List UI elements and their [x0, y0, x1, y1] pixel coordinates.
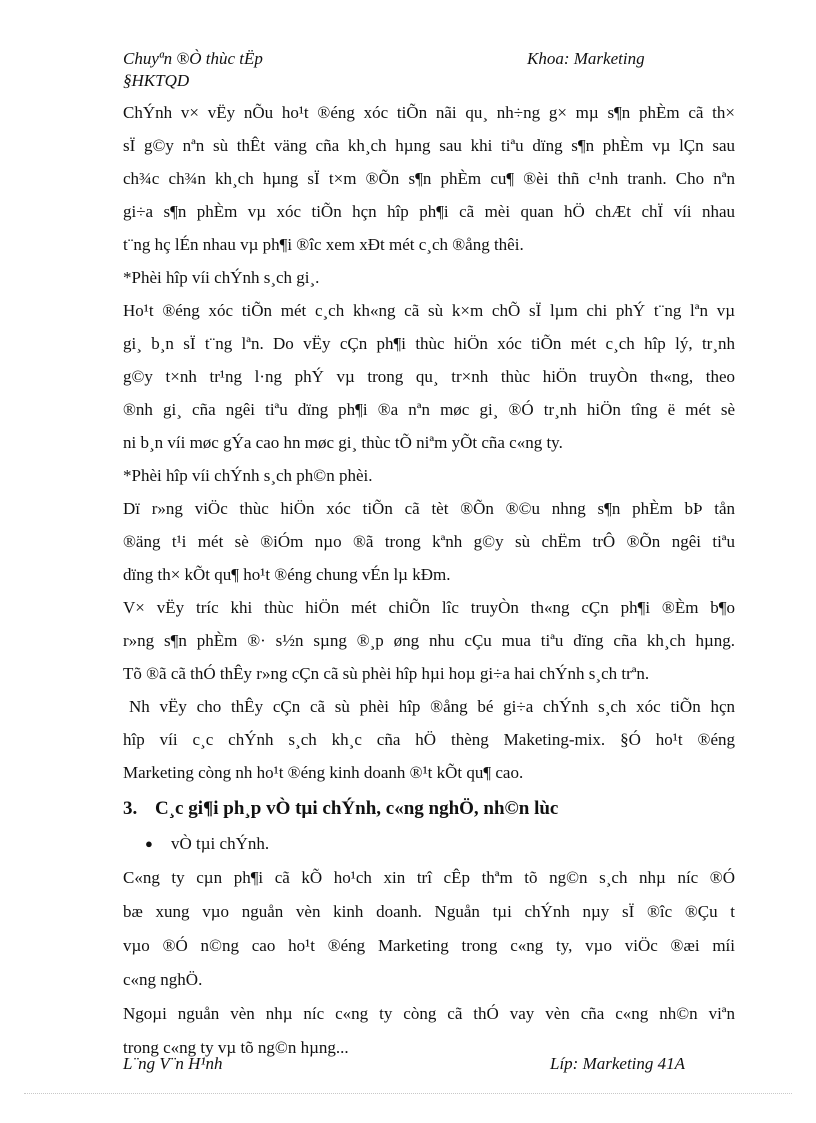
bullet-icon: ●	[145, 836, 153, 851]
text-line: ch¾c ch¾n kh¸ch hµng sÏ t×m ®Õn s¶n phÈm cu¶ ®èi thñ c¹nh tranh. Cho nªn	[123, 169, 735, 188]
document-body	[123, 96, 735, 1065]
header-report-title: Chuyªn ®Ò thùc tËp	[123, 49, 263, 68]
header-university: §HKTQD	[123, 71, 190, 90]
text-line: ni b¸n víi møc gÝa cao hn møc gi¸ thùc tÕ niªm yÕt cña c«ng ty.	[123, 433, 563, 452]
section-title: C¸c gi¶i ph¸p vÒ tµi chÝnh, c«ng nghÖ, nh©n lùc	[155, 798, 559, 819]
header-left	[123, 48, 263, 92]
text-line: Ngoµi nguån vèn nhµ níc c«ng ty còng cã thÓ vay vèn cña c«ng nh©n viªn	[123, 1004, 735, 1023]
text-line: C«ng ty cµn ph¶i cã kÕ ho¹ch xin trî cÊp thªm tõ ng©n s¸ch nhµ níc ®Ó	[123, 868, 735, 887]
text-line: bæ xung vµo nguån vèn kinh doanh. Nguån tµi chÝnh nµy sÏ ®îc ®Çu t	[123, 902, 735, 921]
subheading-distribution-policy: *Phèi hîp víi chÝnh s¸ch ph©n phèi.	[123, 466, 373, 485]
footer-author: L¨ng V¨n H¹nh	[123, 1054, 223, 1073]
text-line: Nh vËy cho thÊy cÇn cã sù phèi hîp ®ång bé gi÷a chÝnh s¸ch xóc tiÕn hçn	[129, 697, 735, 716]
text-line: Ho¹t ®éng xóc tiÕn mét c¸ch kh«ng cã sù k×m chÕ sÏ lµm chi phÝ t¨ng lªn vµ	[123, 301, 735, 320]
text-line: g©y t×nh tr¹ng l·ng phÝ vµ trong qu¸ tr×nh thùc hiÖn truyÒn th«ng, theo	[123, 367, 735, 386]
text-line: gi÷a s¶n phÈm vµ xóc tiÕn hçn hîp ph¶i cã mèi quan hÖ chÆt chÏ víi nhau	[123, 202, 735, 221]
subheading-price-policy: *Phèi hîp víi chÝnh s¸ch gi¸.	[123, 268, 320, 287]
footer-class: Líp: Marketing 41A	[550, 1054, 686, 1073]
text-line: ChÝnh v× vËy nÕu ho¹t ®éng xóc tiÕn nãi qu¸ nh÷ng g× mµ s¶n phÈm cã th×	[123, 103, 735, 122]
text-line: ®nh gi¸ cña ngêi tiªu dïng ph¶i ®a nªn møc gi¸ ®Ó tr¸nh hiÖn tîng ë mét sè	[123, 400, 735, 419]
text-line: Tõ ®ã cã thÓ thÊy r»ng cÇn cã sù phèi hîp hµi hoµ gi÷a hai chÝnh s¸ch trªn.	[123, 664, 650, 683]
bullet-item	[123, 827, 735, 861]
text-line: dïng th× kÕt qu¶ ho¹t ®éng chung vÉn lµ kÐm.	[123, 565, 451, 584]
text-line: Dï r»ng viÖc thùc hiÖn xóc tiÕn cã tèt ®Õn ®©u nhng s¶n phÈm bÞ tån	[123, 499, 735, 518]
text-line: ®äng t¹i mét sè ®iÓm nµo ®ã trong kªnh g©y sù chËm trÔ ®Õn ngêi tiªu	[123, 532, 735, 551]
text-line: trong c«ng ty vµ tõ ng©n hµng...	[123, 1038, 349, 1057]
text-line: r»ng s¶n phÈm ®· s½n sµng ®¸p øng nhu cÇu mua tiªu dïng cña kh¸ch hµng.	[123, 631, 735, 650]
page-bottom-divider	[24, 1093, 792, 1094]
text-line: V× vËy tríc khi thùc hiÖn mét chiÕn lîc truyÒn th«ng cÇn ph¶i ®Èm b¶o	[123, 598, 735, 617]
section-number: 3.	[123, 798, 138, 819]
text-line: hîp víi c¸c chÝnh s¸ch kh¸c cña hÖ thèng Maketing-mix. §Ó ho¹t ®éng	[123, 730, 735, 749]
text-line: sÏ g©y nªn sù thÊt väng cña kh¸ch hµng sau khi tiªu dïng s¶n phÈm vµ lÇn sau	[123, 136, 735, 155]
bullet-text: vÒ tµi chÝnh.	[171, 834, 270, 853]
text-line: c«ng nghÖ.	[123, 970, 203, 989]
text-line: vµo ®Ó n©ng cao ho¹t ®éng Marketing trong c«ng ty, vµo viÖc ®æi míi	[123, 936, 735, 955]
header-faculty: Khoa: Marketing	[527, 49, 645, 68]
text-line: Marketing còng nh ho¹t ®éng kinh doanh ®¹t kÕt qu¶ cao.	[123, 763, 524, 782]
text-line: t¨ng hç lÉn nhau vµ ph¶i ®îc xem xÐt mét c¸ch ®ång thêi.	[123, 235, 524, 254]
text-line: gi¸ b¸n sÏ t¨ng lªn. Do vËy cÇn ph¶i thùc hiÖn xóc tiÕn mét c¸ch hîp lý, tr¸nh	[123, 334, 735, 353]
section-heading	[123, 791, 735, 827]
